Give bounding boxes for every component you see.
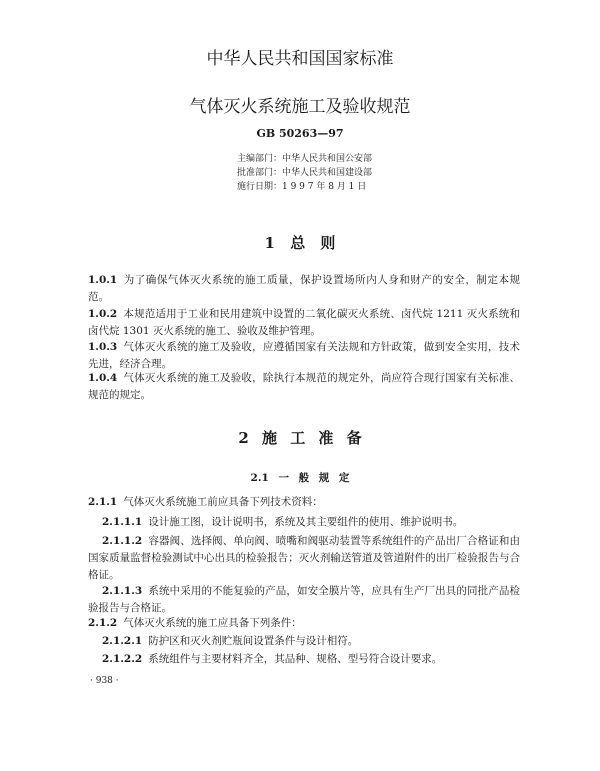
chapter-1-title: 1 总 则: [264, 234, 336, 252]
clause-number: 2.1.1: [88, 496, 118, 508]
clause-text: 气体灭火系统的施工及验收，除执行本规范的规定外，尚应符合现行国家有关标准、规范的规定。: [88, 372, 520, 401]
meta-approving-department: 批准部门：中华人民共和国建设部: [237, 168, 373, 178]
clause-2-1-1-1: [88, 514, 520, 531]
clause-number: 2.1.1.1: [102, 516, 143, 528]
clause-number: 1.0.2: [88, 308, 118, 320]
clause-number: 1.0.1: [88, 274, 118, 286]
clause-2-1-2: [88, 615, 520, 632]
clause-text: 设计施工图，设计说明书，系统及其主要组件的使用、维护说明书。: [148, 516, 464, 528]
clause-text: 气体灭火系统的施工及验收，应遵循国家有关法规和方针政策，做到安全实用，技术先进，经济合理。: [88, 341, 520, 370]
chapter-2-title: 2 施 工 准 备: [238, 429, 362, 447]
page-number: · 938 ·: [90, 676, 119, 686]
clause-number: 2.1.2.1: [102, 635, 143, 647]
clause-text: 系统中采用的不能复验的产品，如安全膜片等，应具有生产厂出具的同批产品检验报告与合格证。: [88, 585, 520, 614]
standard-code: GB 50263—97: [256, 127, 344, 140]
clause-number: 1.0.4: [88, 372, 118, 384]
section-2-1-title: 2.1 一 般 规 定: [250, 472, 350, 484]
clause-text: 防护区和灭火剂贮瓶间设置条件与设计相符。: [148, 635, 359, 647]
clause-2-1-1-3: [88, 583, 520, 617]
clause-text: 气体灭火系统施工前应具备下列技术资料：: [123, 496, 323, 508]
clause-number: 2.1.2: [88, 617, 118, 629]
standard-header: 中华人民共和国国家标准: [206, 49, 394, 69]
clause-number: 1.0.3: [88, 341, 118, 353]
clause-text: 容器阀、选择阀、单向阀、喷嘴和阀驱动装置等系统组件的产品出厂合格证和由国家质量监督检验测试中心出具的检验报告；灭火剂输送管道及管道附件的出厂检验报告与合格证。: [88, 535, 520, 581]
clause-1-0-1: [88, 272, 520, 306]
clause-text: 为了确保气体灭火系统的施工质量，保护设置场所内人身和财产的安全，制定本规范。: [88, 274, 520, 303]
clause-text: 气体灭火系统的施工应具备下列条件：: [123, 617, 302, 629]
clause-2-1-2-1: [88, 633, 520, 650]
clause-text: 系统组件与主要材料齐全，其品种、规格、型号符合设计要求。: [148, 653, 443, 665]
clause-2-1-1: [88, 494, 520, 511]
clause-number: 2.1.2.2: [102, 653, 143, 665]
clause-2-1-1-2: [88, 533, 520, 584]
clause-1-0-2: [88, 306, 520, 340]
meta-effective-date: 施行日期：1 9 9 7 年 8 月 1 日: [237, 182, 367, 192]
clause-1-0-3: [88, 339, 520, 373]
clause-1-0-4: [88, 370, 520, 404]
clause-text: 本规范适用于工业和民用建筑中设置的二氧化碳灭火系统、卤代烷 1211 灭火系统和卤代烷 1301 灭火系统的施工、验收及维护管理。: [88, 308, 520, 337]
clause-number: 2.1.1.3: [102, 585, 143, 597]
clause-2-1-2-2: [88, 651, 520, 668]
document-title: 气体灭火系统施工及验收规范: [189, 97, 411, 117]
meta-issuing-department: 主编部门：中华人民共和国公安部: [237, 154, 373, 164]
clause-number: 2.1.1.2: [102, 535, 143, 547]
